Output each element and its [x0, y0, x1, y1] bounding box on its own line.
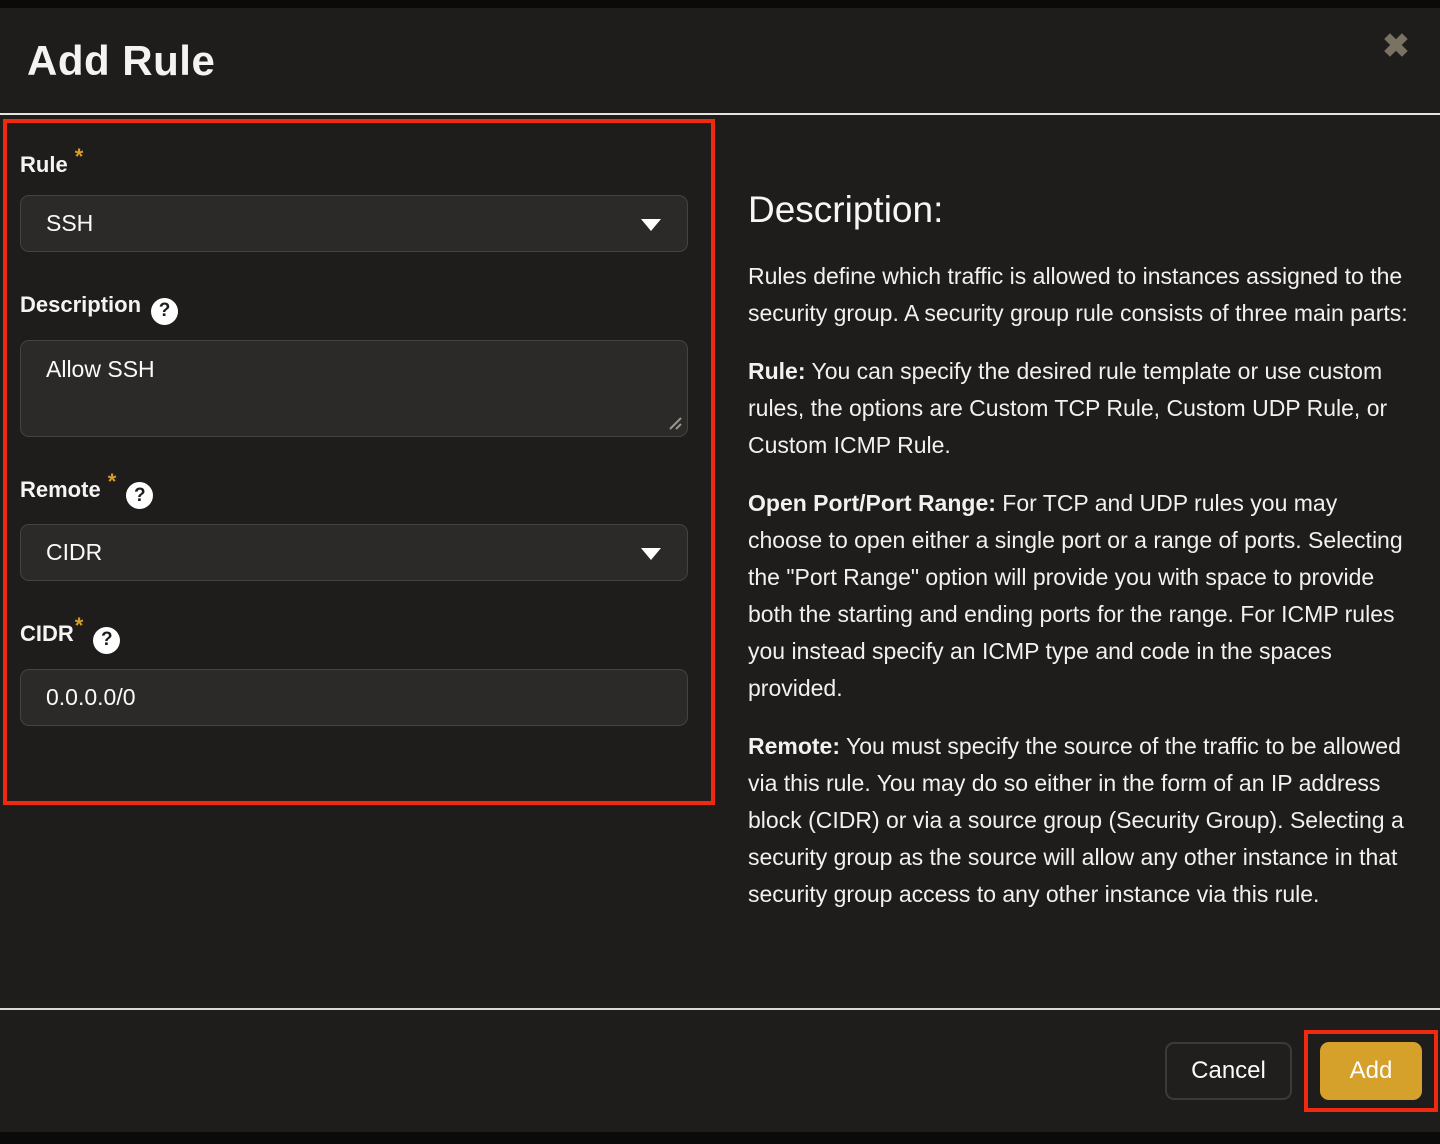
- help-paragraph-text: Rules define which traffic is allowed to instances assigned to the security group. A security group rule consists of three main parts:: [748, 263, 1408, 326]
- help-paragraph-lead: Open Port/Port Range:: [748, 490, 996, 516]
- help-paragraph: [748, 258, 1414, 332]
- required-asterisk: *: [107, 468, 117, 494]
- help-paragraph: [748, 485, 1414, 707]
- cidr-input[interactable]: [20, 669, 688, 726]
- close-icon[interactable]: ✖: [1372, 22, 1420, 70]
- required-asterisk: *: [74, 144, 84, 169]
- chevron-down-icon: [641, 219, 661, 231]
- help-icon: ?: [151, 298, 178, 325]
- cidr-label: [20, 613, 688, 654]
- remote-label: [20, 468, 688, 510]
- rule-select-value: SSH: [46, 210, 94, 236]
- help-icon: ?: [126, 482, 153, 509]
- add-rule-modal: [0, 8, 1440, 1132]
- remote-label-text: Remote: [20, 476, 101, 502]
- rule-label: [20, 144, 688, 180]
- form-group-cidr: [20, 613, 688, 726]
- help-panel-heading: Description:: [748, 189, 944, 230]
- description-textarea[interactable]: [20, 340, 688, 437]
- help-panel: [723, 115, 1440, 1008]
- add-button[interactable]: Add: [1320, 1042, 1422, 1100]
- help-paragraph: [748, 728, 1414, 913]
- rule-select[interactable]: [20, 195, 688, 252]
- description-label-text: Description: [20, 292, 142, 317]
- help-paragraph-lead: Rule:: [748, 358, 806, 384]
- help-paragraph-text: For TCP and UDP rules you may choose to open either a single port or a range of ports. Selecting the "Port Range" option will provide you with space to provide both the starting and ending ports for the range. For ICMP rules you instead specify an ICMP type and code in the spaces provided.: [748, 490, 1403, 701]
- help-paragraph: [748, 353, 1414, 464]
- rule-label-text: Rule: [20, 152, 68, 177]
- modal-body: [0, 115, 1440, 1008]
- form-group-description: [20, 290, 688, 437]
- description-textarea-wrap: [20, 340, 688, 437]
- modal-title: Add Rule: [27, 36, 216, 84]
- remote-select[interactable]: [20, 524, 688, 581]
- help-paragraph-text: You can specify the desired rule template or use custom rules, the options are Custom TCP Rule, Custom UDP Rule, or Custom ICMP Rule.: [748, 358, 1388, 458]
- help-icon: ?: [93, 627, 120, 654]
- help-paragraph-text: You must specify the source of the traffic to be allowed via this rule. You may do so either in the form of an IP address block (CIDR) or via a source group (Security Group). Selecting a security group as the source will allow any other instance in that security group access to any other instance via this rule.: [748, 733, 1404, 907]
- form-group-remote: [20, 468, 688, 582]
- chevron-down-icon: [641, 548, 661, 560]
- cancel-button[interactable]: Cancel: [1165, 1042, 1292, 1100]
- required-asterisk: *: [74, 613, 84, 638]
- modal-footer: [0, 1008, 1440, 1132]
- remote-select-value: CIDR: [46, 539, 103, 565]
- description-label: [20, 290, 688, 325]
- help-paragraph-lead: Remote:: [748, 733, 841, 759]
- annotation-add-highlight: [1304, 1030, 1438, 1112]
- add-rule-form: [0, 115, 723, 1008]
- modal-header: [0, 8, 1440, 115]
- form-group-rule: [20, 144, 688, 252]
- cidr-label-text: CIDR: [20, 621, 74, 646]
